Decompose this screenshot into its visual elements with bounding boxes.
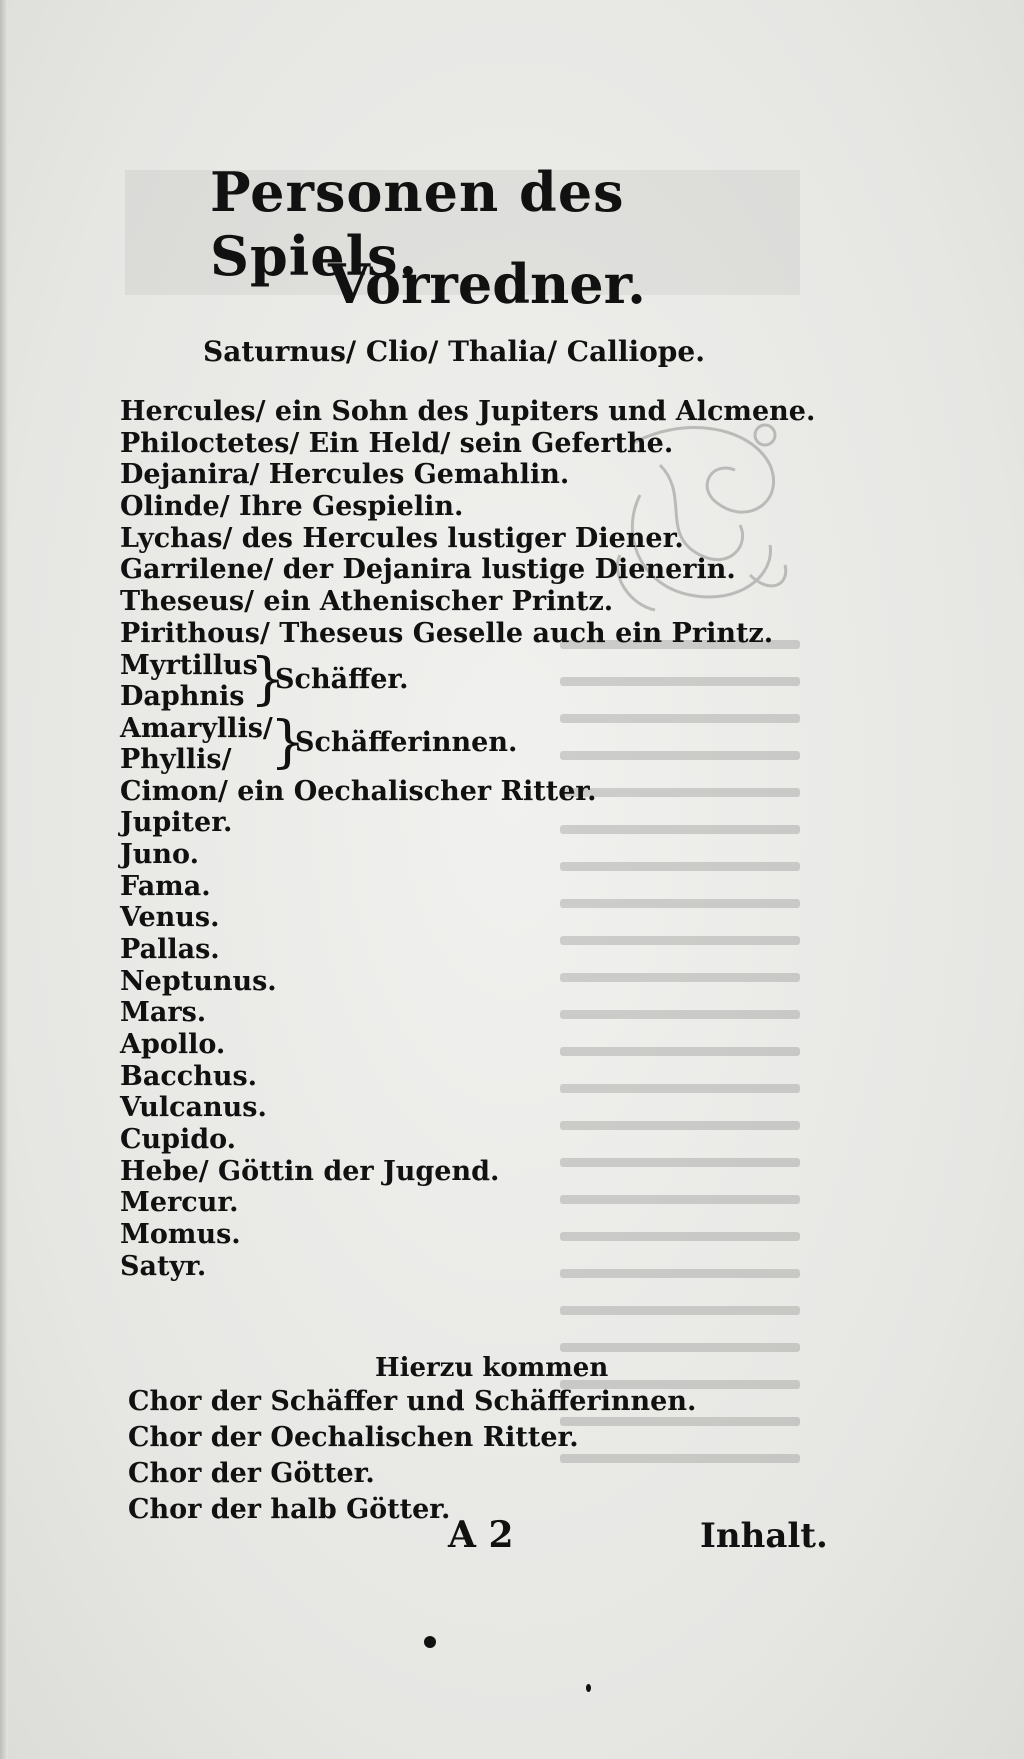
character-description: der Dejanira lustige Dienerin. xyxy=(282,554,736,586)
character-description: ein Oechalischer Ritter. xyxy=(237,775,597,807)
god-name: Mercur. xyxy=(120,1187,239,1219)
cast-row xyxy=(120,523,840,555)
god-name: Pallas. xyxy=(120,933,220,965)
brace-glyph: } xyxy=(270,709,306,775)
character-name: Theseus/ xyxy=(120,586,254,618)
cast-row xyxy=(120,618,840,650)
god-name: Apollo. xyxy=(120,1029,226,1060)
character-description: Ihre Gespielin. xyxy=(239,491,464,523)
section-heading: Vorredner. xyxy=(328,252,646,316)
character-name: Dejanira/ xyxy=(120,459,260,491)
character-name: Daphnis xyxy=(120,680,245,712)
catchword: Inhalt. xyxy=(700,1516,828,1556)
character-description: des Hercules lustiger Diener. xyxy=(241,522,684,554)
god-name: Momus. xyxy=(120,1219,241,1251)
shepherdesses-group xyxy=(120,709,840,776)
character-name: Myrtillus xyxy=(120,649,258,681)
cast-row xyxy=(120,491,840,523)
god-name: Fama. xyxy=(120,870,211,902)
cast-row xyxy=(120,554,840,586)
character-name: Olinde/ xyxy=(120,491,230,523)
character-name: Philoctetes/ xyxy=(120,427,300,459)
character-name: Amaryllis/ xyxy=(120,712,273,744)
chorus-item: Chor der Oechalischen Ritter. xyxy=(128,1422,579,1453)
cast-list xyxy=(120,396,840,1283)
character-name: Phyllis/ xyxy=(120,743,232,775)
character-name: Hercules/ xyxy=(120,396,266,427)
god-name: Mars. xyxy=(120,997,207,1029)
god-name: Jupiter. xyxy=(120,807,233,839)
group-role: Schäffer. xyxy=(275,663,409,695)
signature-mark: A 2 xyxy=(448,1514,514,1556)
character-name: Cimon/ xyxy=(120,775,228,807)
hierzu-heading: Hierzu kommen xyxy=(375,1353,609,1383)
character-name: Hebe/ xyxy=(120,1155,209,1187)
god-name: Venus. xyxy=(120,902,220,934)
cast-row xyxy=(120,586,840,618)
character-description: ein Athenischer Printz. xyxy=(263,586,614,618)
chorus-item: Chor der halb Götter. xyxy=(128,1494,451,1525)
god-name: Juno. xyxy=(120,838,199,870)
cast-row xyxy=(120,428,840,460)
cast-row xyxy=(120,396,840,428)
character-description: Hercules Gemahlin. xyxy=(268,459,570,491)
character-description: Theseus Geselle auch ein Printz. xyxy=(279,617,774,649)
god-name: Satyr. xyxy=(120,1250,207,1282)
god-name: Neptunus. xyxy=(120,965,277,997)
character-name: Garrilene/ xyxy=(120,554,274,586)
character-description: Ein Held/ sein Geferthe. xyxy=(308,427,674,459)
character-description: ein Sohn des Jupiters und Alcmene. xyxy=(274,396,816,427)
brace-glyph: } xyxy=(250,646,286,712)
shepherds-group xyxy=(120,646,840,713)
chorus-item: Chor der Schäffer und Schäfferinnen. xyxy=(128,1386,697,1417)
god-name: Vulcanus. xyxy=(120,1092,267,1124)
cast-row xyxy=(120,1156,840,1188)
group-role: Schäfferinnen. xyxy=(295,726,518,758)
ink-spot xyxy=(586,1684,591,1692)
chorus-list xyxy=(128,1384,696,1528)
page-edge-shadow xyxy=(0,0,8,1759)
page-title: Personen des Spiels. xyxy=(210,160,625,288)
god-name: Cupido. xyxy=(120,1124,237,1156)
character-name: Lychas/ xyxy=(120,522,233,554)
cast-row xyxy=(120,776,840,808)
god-name: Bacchus. xyxy=(120,1060,258,1092)
cast-row xyxy=(120,459,840,491)
chorus-item: Chor der Götter. xyxy=(128,1458,375,1489)
ink-spot xyxy=(424,1636,436,1648)
character-description: Göttin der Jugend. xyxy=(218,1155,500,1187)
vorredner-list: Saturnus/ Clio/ Thalia/ Calliope. xyxy=(203,335,705,368)
character-name: Pirithous/ xyxy=(120,617,270,649)
